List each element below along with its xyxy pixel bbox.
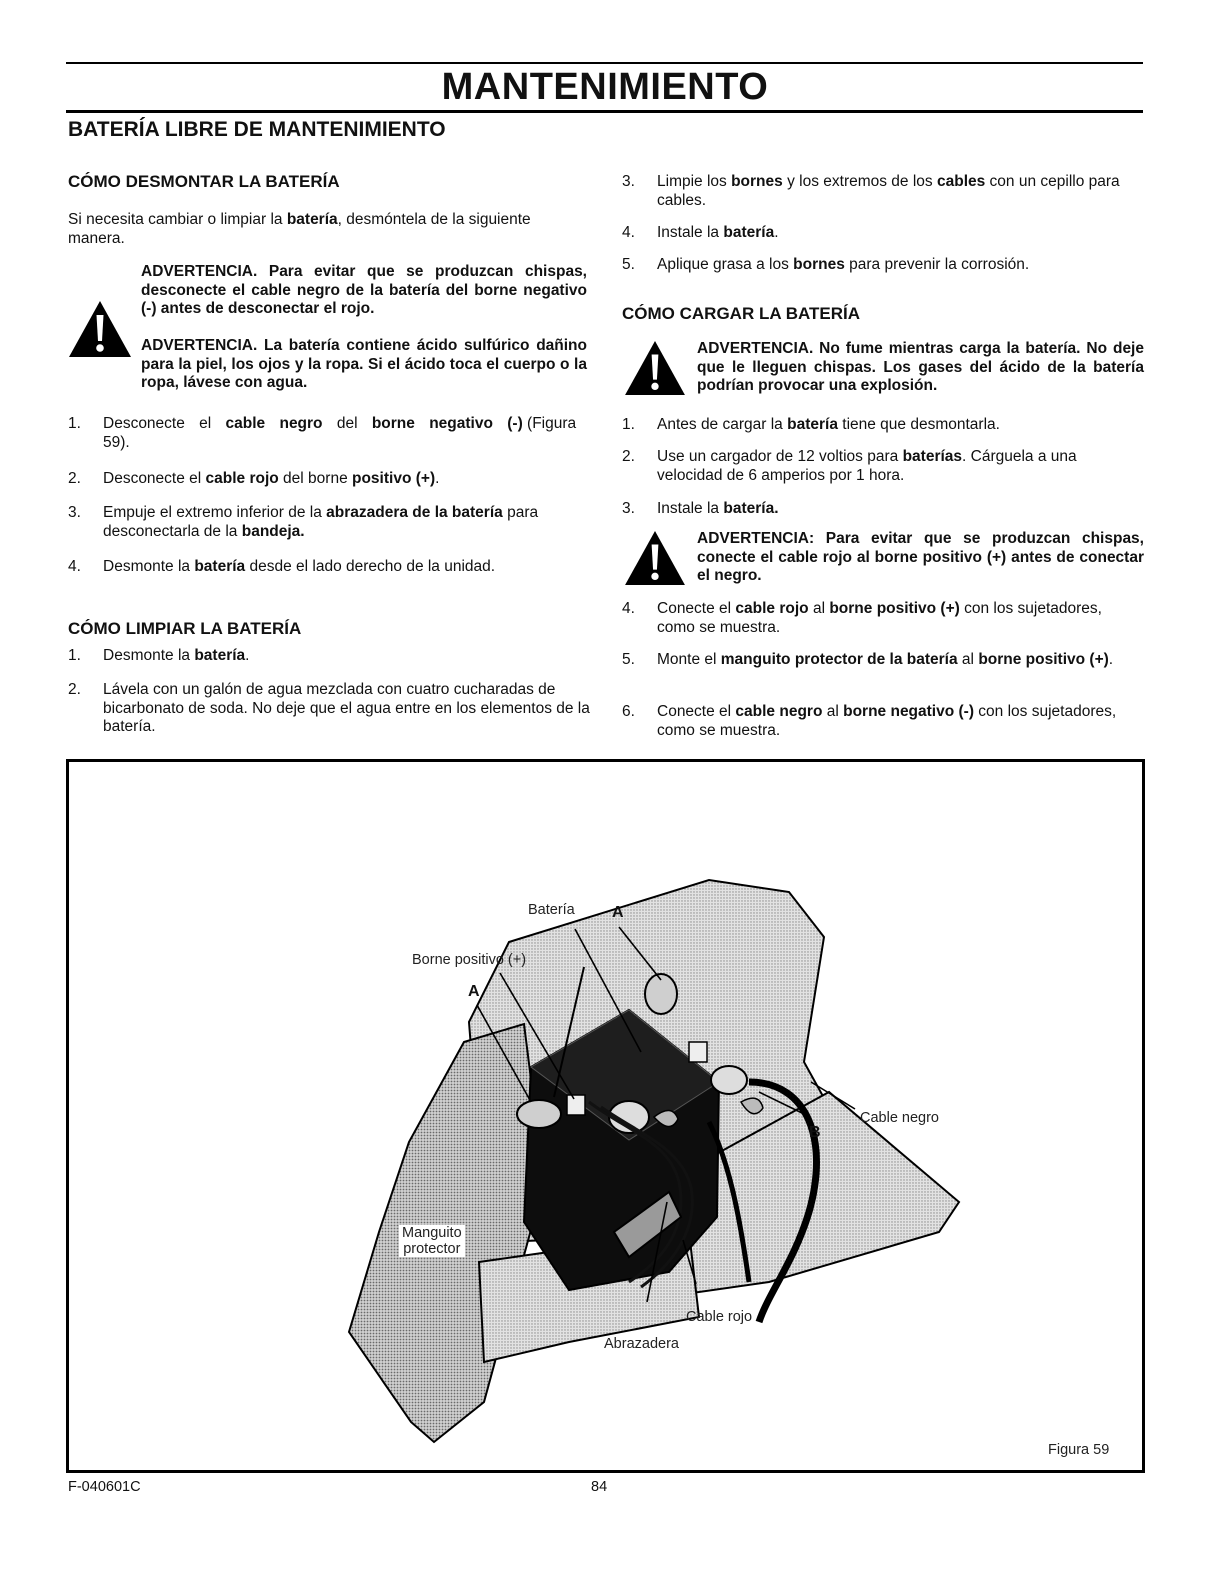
label-cable-negro: Cable negro <box>860 1110 939 1126</box>
label-borne-positivo: Borne positivo (+) <box>412 952 527 968</box>
warning-icon <box>624 530 686 586</box>
footer-code: F-040601C <box>68 1479 141 1495</box>
warning-text: ADVERTENCIA: Para evitar que se produzcan chispas, conecte el cable rojo al borne positivo (+) antes de conectar el negro. <box>697 530 1144 584</box>
warning-icon <box>624 340 686 396</box>
figure-caption: Figura 59 <box>1048 1442 1110 1458</box>
remove-heading: CÓMO DESMONTAR LA BATERÍA <box>68 172 340 191</box>
label-manguito: Manguito protector <box>399 1225 465 1257</box>
figure-59 <box>66 759 1145 1473</box>
clean-heading: CÓMO LIMPIAR LA BATERÍA <box>68 619 302 638</box>
remove-warning <box>68 263 592 393</box>
label-a-left: A <box>468 983 480 1000</box>
remove-intro: Si necesita cambiar o limpiar la batería, desmóntela de la siguiente manera. <box>68 211 531 247</box>
warning-text: ADVERTENCIA. No fume mientras carga la batería. No deje que le lleguen chispas. Los gases del ácido de la batería podrían provocar una explosión. <box>697 340 1144 394</box>
page-number: 84 <box>591 1479 608 1495</box>
warning-text-2: ADVERTENCIA. La batería contiene ácido sulfúrico dañino para la piel, los ojos y la ropa. Si el ácido toca el cuerpo o la ropa, lávese con agua. <box>141 337 587 391</box>
label-b: B <box>809 1124 821 1141</box>
battery-illustration <box>69 762 1142 1470</box>
section-title: BATERÍA LIBRE DE MANTENIMIENTO <box>68 118 446 141</box>
warning-icon <box>68 300 132 358</box>
page-title: MANTENIMIENTO <box>441 66 769 108</box>
warning-text-1: ADVERTENCIA. Para evitar que se produzcan chispas, desconecte el cable negro de la batería del borne negativo (-) antes de desconectar el rojo. <box>141 263 587 317</box>
charge-warning <box>622 340 1146 400</box>
title-underline <box>66 110 1143 113</box>
label-abrazadera: Abrazadera <box>604 1336 679 1352</box>
label-a-top: A <box>612 904 624 921</box>
charge-warning-2 <box>622 530 1146 590</box>
label-cable-rojo: Cable rojo <box>686 1309 753 1325</box>
charge-heading: CÓMO CARGAR LA BATERÍA <box>622 304 860 323</box>
label-bateria: Batería <box>528 902 575 918</box>
